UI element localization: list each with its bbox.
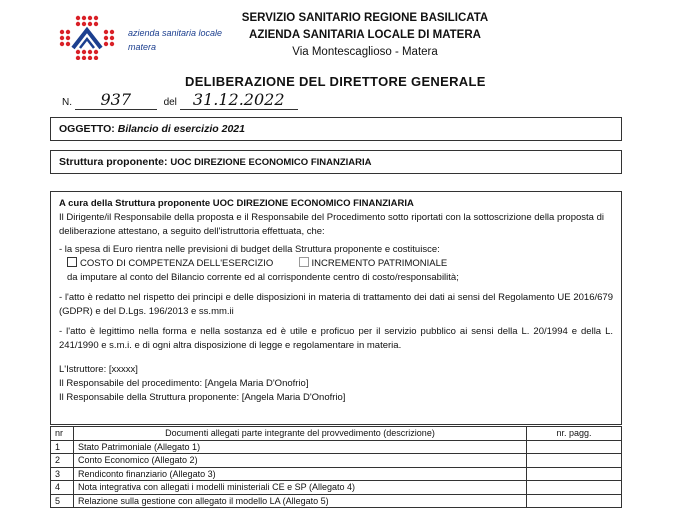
row-nr: 1 <box>51 440 74 454</box>
row-description: Relazione sulla gestione con allegato il modello LA (Allegato 5) <box>74 494 527 508</box>
resp-struttura-text: Il Responsabile della Struttura proponente: [Angela Maria D'Onofrio] <box>59 392 346 403</box>
row-pages <box>527 454 622 468</box>
header-nr: nr <box>51 427 74 441</box>
number-row <box>62 90 298 110</box>
header-line-1: SERVIZIO SANITARIO REGIONE BASILICATA <box>241 12 489 24</box>
struttura-value: UOC DIREZIONE ECONOMICO FINANZIARIA <box>170 157 372 168</box>
checkbox-incremento[interactable] <box>299 257 309 267</box>
table-row <box>51 440 622 454</box>
istruttore-text: L'Istruttore: [xxxxx] <box>59 364 138 375</box>
attachments-table <box>50 426 622 508</box>
row-nr: 2 <box>51 454 74 468</box>
row-pages <box>527 467 622 481</box>
attestation-box <box>50 191 622 425</box>
table-row <box>51 481 622 495</box>
document-title: DELIBERAZIONE DEL DIRETTORE GENERALE <box>185 74 486 89</box>
struttura-box <box>50 150 622 174</box>
row-description: Stato Patrimoniale (Allegato 1) <box>74 440 527 454</box>
row-description: Nota integrativa con allegati i modelli ministeriali CE e SP (Allegato 4) <box>74 481 527 495</box>
row-nr: 4 <box>51 481 74 495</box>
header-line-2: AZIENDA SANITARIA LOCALE DI MATERA <box>249 29 481 41</box>
table-row <box>51 467 622 481</box>
row-description: Rendiconto finanziario (Allegato 3) <box>74 467 527 481</box>
resp-procedimento-text: Il Responsabile del procedimento: [Angela Maria D'Onofrio] <box>59 378 309 389</box>
oggetto-label: OGGETTO: <box>59 123 115 135</box>
legit-text: - l'atto è legittimo nella forma e nella sostanza ed è utile e proficuo per il servizio pubblico ai sensi della L. 20/1994 e della L. 241/1990 e s.m.i. e di ogni altra disposizione di legge e regolamentare in materia. <box>59 326 613 351</box>
struttura-label: Struttura proponente: <box>59 156 168 168</box>
row-pages <box>527 494 622 508</box>
table-row <box>51 494 622 508</box>
oggetto-box <box>50 117 622 141</box>
date-label: del <box>163 97 177 108</box>
option-incremento-label: INCREMENTO PATRIMONIALE <box>311 258 448 269</box>
row-pages <box>527 440 622 454</box>
table-row <box>51 454 622 468</box>
oggetto-value: Bilancio di esercizio 2021 <box>117 123 245 135</box>
row-nr: 3 <box>51 467 74 481</box>
header-pages: nr. pagg. <box>527 427 622 441</box>
table-header-row <box>51 427 622 441</box>
date-value: 31.12.2022 <box>180 90 298 110</box>
header-line-3: Via Montescaglioso - Matera <box>292 46 438 58</box>
checkbox-costo[interactable] <box>67 257 77 267</box>
cura-line: A cura della Struttura proponente UOC DIREZIONE ECONOMICO FINANZIARIA <box>59 198 414 209</box>
number-label: N. <box>62 97 72 108</box>
number-value: 937 <box>75 90 157 110</box>
logo-line-2: matera <box>128 42 157 52</box>
spesa-text: - la spesa di Euro rientra nelle previsioni di budget della Struttura proponente e costituisce: <box>59 244 440 255</box>
imputare-text: da imputare al conto del Bilancio corrente ed al corrispondente centro di costo/responsabilità; <box>67 272 459 283</box>
privacy-text: - l'atto è redatto nel rispetto dei principi e delle disposizioni in materia di trattamento dei dati ai sensi del Regolamento UE 2016/679 (GDPR) e del D.Lgs. 196/2013 e ss.mm.ii <box>59 292 613 317</box>
option-costo-label: COSTO DI COMPETENZA DELL'ESERCIZIO <box>80 258 274 269</box>
asl-logo-icon <box>58 14 118 60</box>
row-pages <box>527 481 622 495</box>
row-nr: 5 <box>51 494 74 508</box>
row-description: Conto Economico (Allegato 2) <box>74 454 527 468</box>
intro-text: Il Dirigente/il Responsabile della proposta e il Responsabile del Procedimento sotto riportati con la sottoscrizione della proposta di deliberazione attestano, a seguito dell'istruttoria effettuata, che: <box>59 212 604 237</box>
header-description: Documenti allegati parte integrante del provvedimento (descrizione) <box>74 427 527 441</box>
logo-line-1: azienda sanitaria locale <box>128 28 223 38</box>
